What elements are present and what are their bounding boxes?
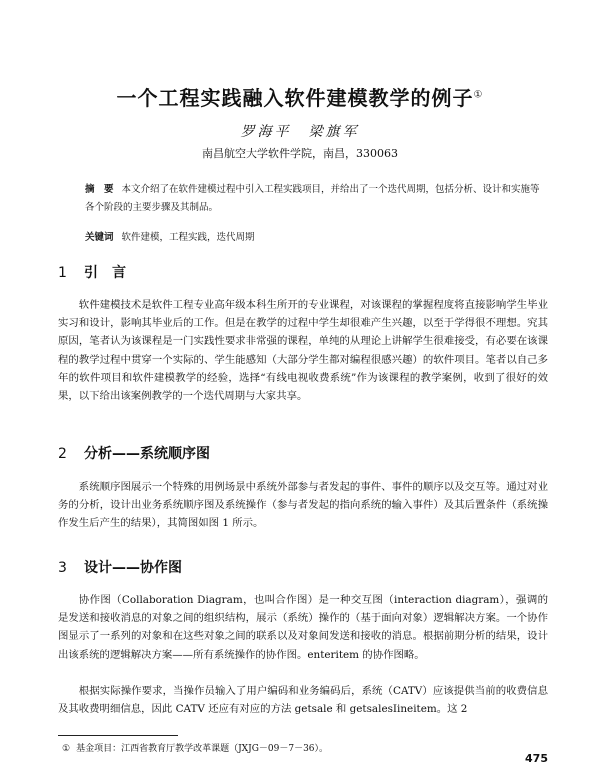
page-number: 475	[525, 752, 548, 765]
keywords-label: 关键词	[85, 232, 114, 243]
paper-title-text: 一个工程实践融入软件建模教学的例子	[116, 86, 474, 110]
section-title: 设计——协作图	[84, 560, 182, 576]
section-title: 引 言	[84, 265, 126, 281]
section-3-paragraph-1: 协作图（Collaboration Diagram，也叫合作图）是一种交互图（interaction diagram），强调的是发送和接收消息的对象之间的组织结构，展示（系统）操作的（基于面向对象）逻辑解决方案。一个协作图显示了一系列的对象和在这些对象之间的联系以及对象间发送和接收的消息。根据前期分析的结果，设计出该系统的逻辑解决方案——所有系统操作的协作图。enteritem 的协作图略。	[58, 594, 548, 661]
section-number: 3	[58, 560, 67, 576]
section-heading-1	[58, 262, 126, 282]
section-2-paragraph-1: 系统顺序图展示一个特殊的用例场景中系统外部参与者发起的事件、事件的顺序以及交互等。通过对业务的分析，设计出业务系统顺序图及系统操作（参与者发起的指向系统的输入事件）及其后置条件（系统操作发生后产生的结果），其简图如图 1 所示。	[58, 481, 548, 530]
author-affiliation: 南昌航空大学软件学院，南昌，330063	[202, 147, 398, 160]
footnote-divider	[58, 735, 178, 736]
section-1-paragraph-1: 软件建模技术是软件工程专业高年级本科生所开的专业课程，对该课程的掌握程度将直接影响学生毕业实习和设计，影响其毕业后的工作。但是在教学的过程中学生却很难产生兴趣，以至于学得很不理想。究其原因，笔者认为该课程是一门实践性要求非常强的课程，单纯的从理论上讲解学生很难接受，有必要在该课程的教学过程中贯穿一个实际的、学生能感知（大部分学生都对编程很感兴趣）的软件项目。笔者以自己多年的软件项目和软件建模教学的经验，选择“有线电视收费系统”作为该课程的教学案例，收到了很好的效果，以下给出该案例教学的一个迭代周期与大家共享。	[58, 299, 548, 403]
section-heading-2	[58, 443, 210, 463]
section-3-paragraph-2: 根据实际操作要求，当操作员输入了用户编码和业务编码后，系统（CATV）应该提供当前的收费信息及其收费明细信息，因此 CATV 还应有对应的方法 getsale 和 getsalesIineitem。这 2	[58, 685, 548, 716]
footnote-mark: ①	[62, 744, 71, 754]
paper-title	[0, 82, 600, 111]
keywords	[85, 229, 540, 243]
section-number: 1	[58, 265, 67, 281]
footnote-text: 基金项目：江西省教育厅教学改革课题（JXJG－09－7－36）。	[76, 744, 329, 754]
abstract	[85, 181, 540, 217]
section-number: 2	[58, 446, 67, 462]
section-title: 分析——系统顺序图	[84, 446, 210, 462]
abstract-text: 本文介绍了在软件建模过程中引入工程实践项目，并给出了一个迭代周期，包括分析、设计和实施等各个阶段的主要步骤及其制品。	[85, 184, 540, 213]
footnote	[62, 741, 328, 754]
abstract-label: 摘 要	[85, 184, 114, 195]
title-footnote-mark: ①	[473, 89, 484, 101]
section-heading-3	[58, 557, 182, 577]
author-names: 罗海平 梁旗军	[240, 124, 360, 140]
keywords-text: 软件建模，工程实践，迭代周期	[121, 232, 255, 243]
